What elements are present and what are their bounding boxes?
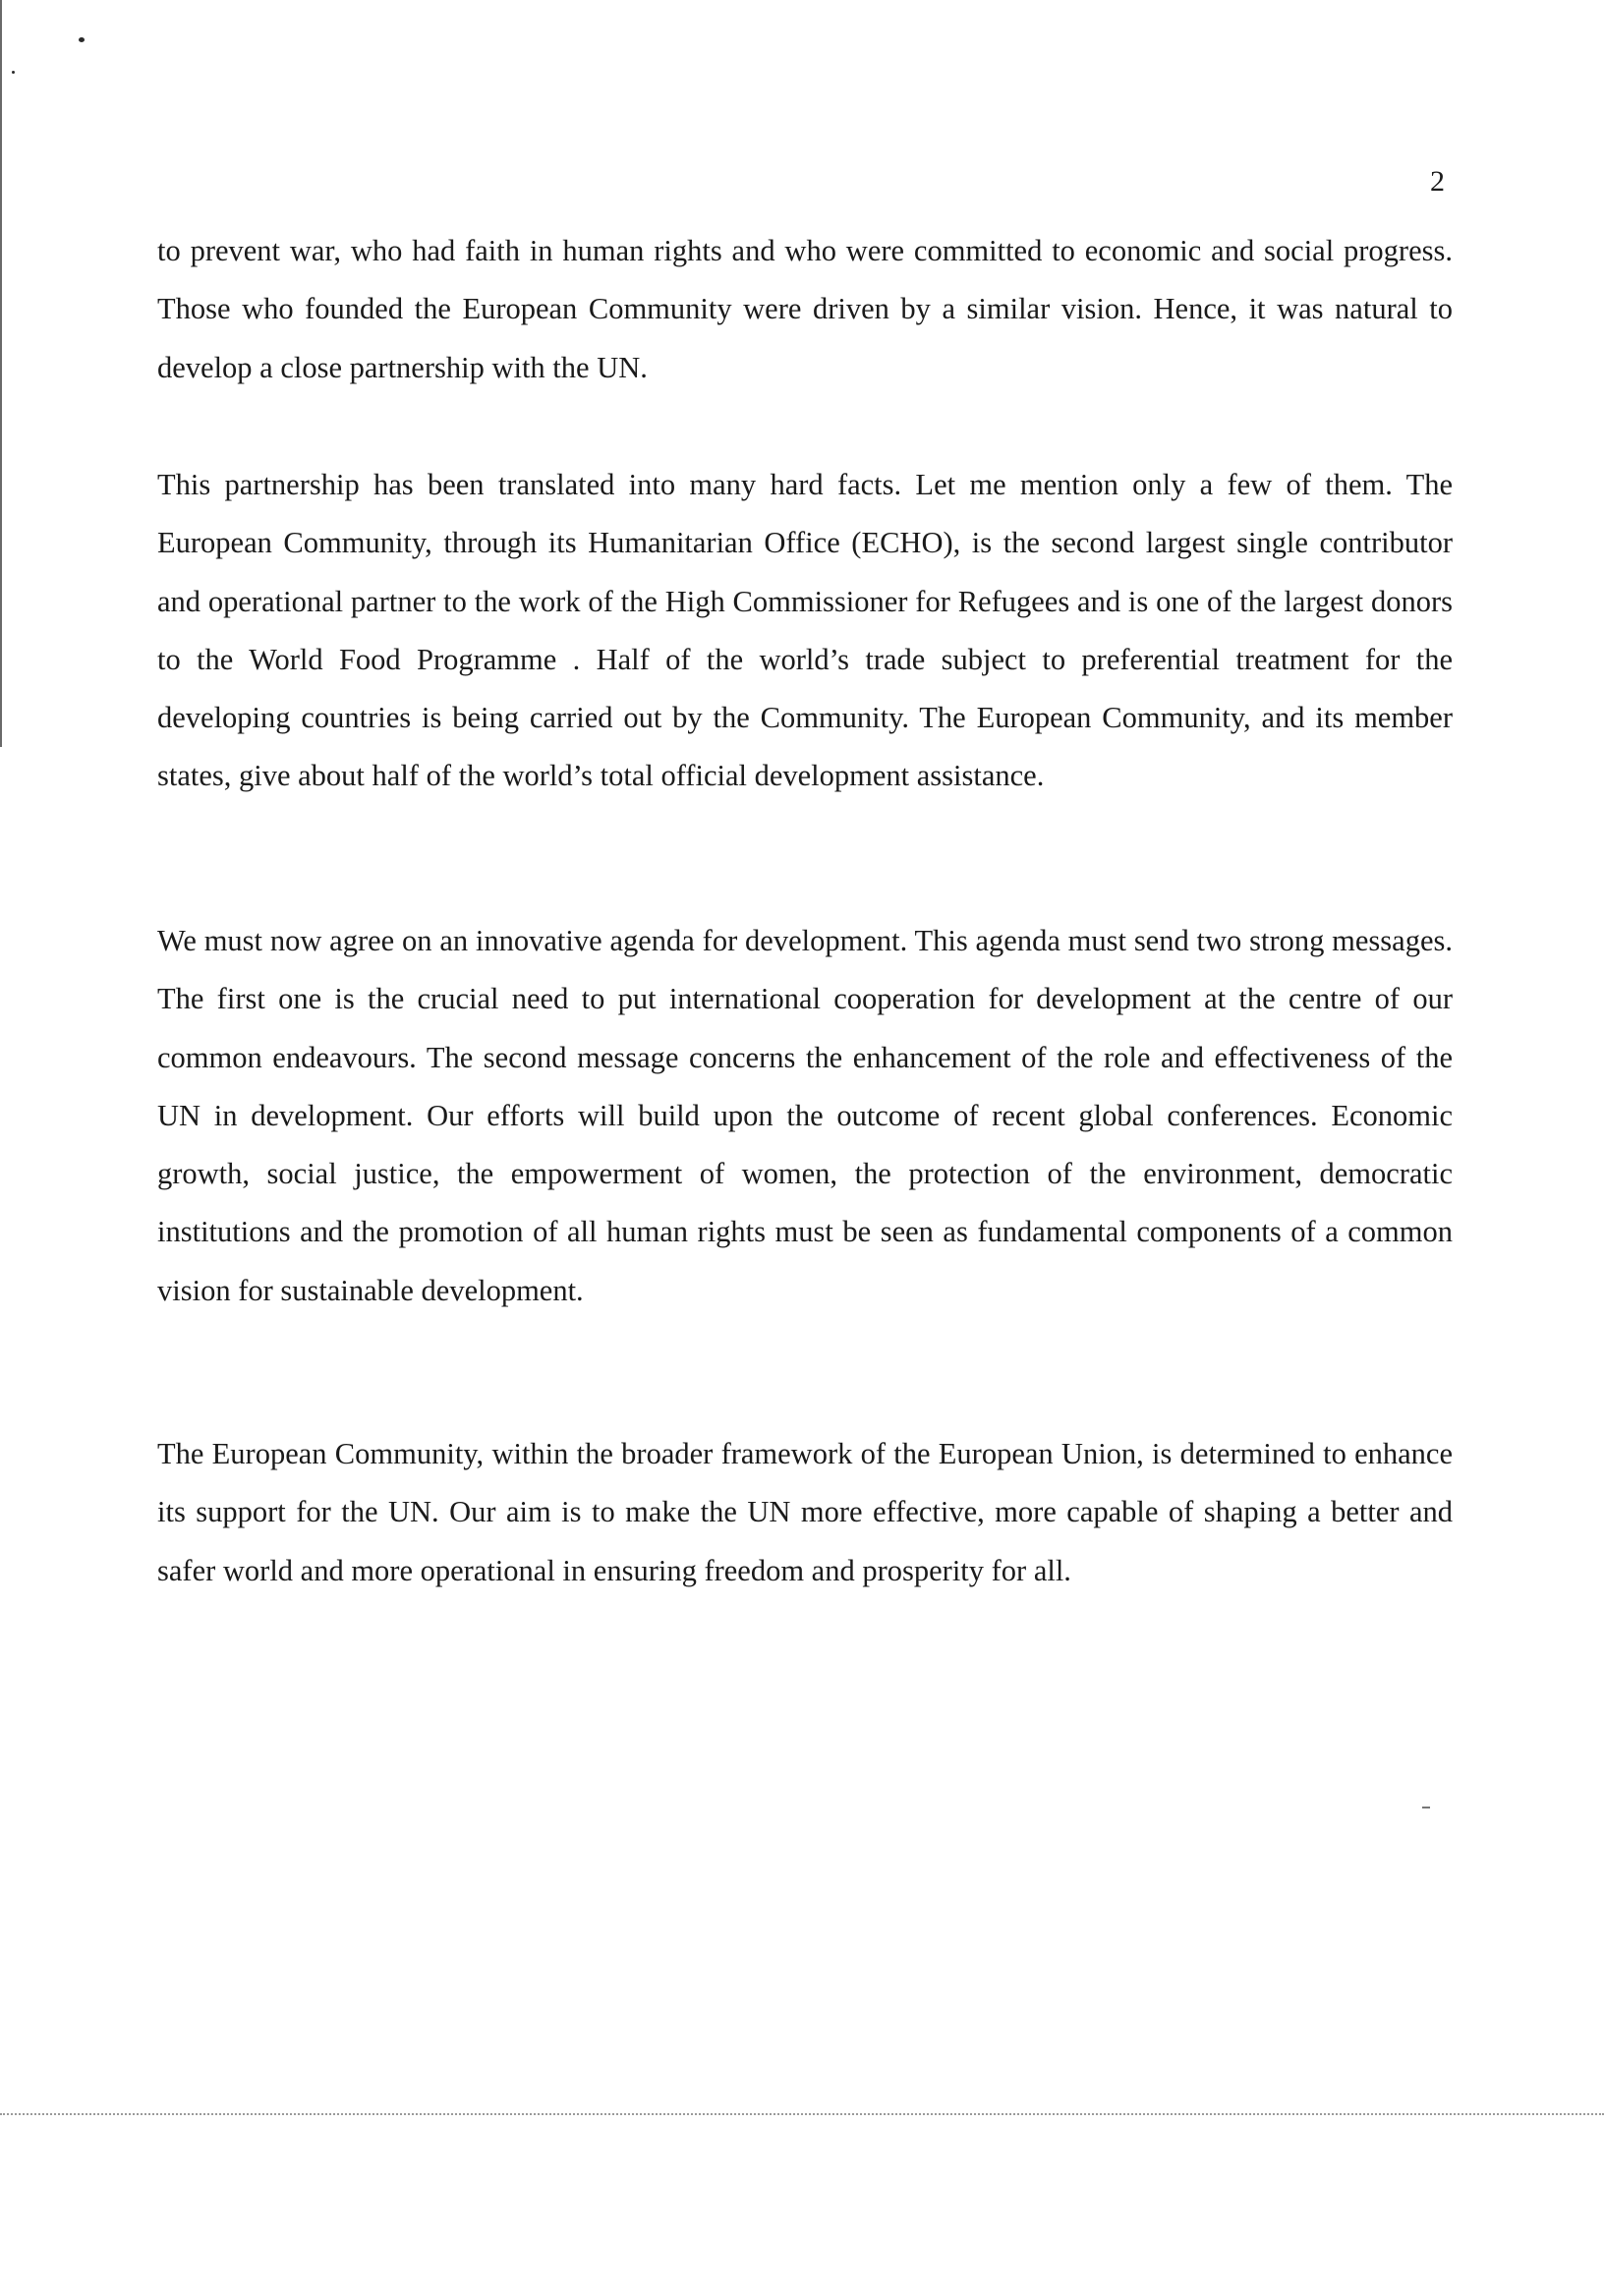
left-margin-line (0, 0, 2, 747)
page-number: 2 (1430, 165, 1445, 198)
scan-speck (79, 37, 85, 42)
paragraph: This partnership has been translated into many hard facts. Let me mention only a few of them. The European Community, through its Humanitarian Office (ECHO), is the second largest single contributor and operational partner to the work of the High Commissioner for Refugees and is one of the largest donors to the World Food Programme . Half of the world’s trade subject to preferential treatment for the developing countries is being carried out by the Community. The European Community, and its member states, give about half of the world’s total official development assistance. (157, 468, 1453, 793)
bottom-dotted-rule (0, 2113, 1604, 2115)
scan-speck (1422, 1807, 1430, 1808)
paragraph: We must now agree on an innovative agenda for development. This agenda must send two strong messages. The first one is the crucial need to put international cooperation for development at the centre of our common endeavours. The second message concerns the enhancement of the role and effectiveness of the UN in development. Our efforts will build upon the outcome of recent global conferences. Economic growth, social justice, the empowerment of women, the protection of the environment, democratic institutions and the promotion of all human rights must be seen as fundamental components of a common vision for sustainable development. (157, 924, 1453, 1307)
scan-speck (12, 71, 15, 74)
paragraph: to prevent war, who had faith in human rights and who were committed to economic and social progress. Those who founded the European Community were driven by a similar vision. Hence, it was natural to develop a close partnership with the UN. (157, 234, 1453, 384)
paragraph: The European Community, within the broader framework of the European Union, is determined to enhance its support for the UN. Our aim is to make the UN more effective, more capable of shaping a better and safer world and more operational in ensuring freedom and prosperity for all. (157, 1437, 1453, 1587)
